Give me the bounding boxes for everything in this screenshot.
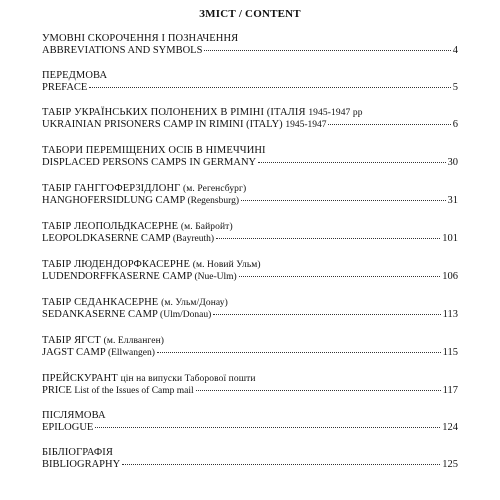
dot-leader <box>89 87 450 88</box>
toc-page-number: 115 <box>442 347 458 358</box>
toc-title-en: BIBLIOGRAPHY <box>42 459 121 470</box>
toc-subtitle-uk: (м. Регенсбург) <box>183 184 247 194</box>
toc-subtitle-en: (Bayreuth) <box>172 234 215 244</box>
toc-title-en: HANGHOFERSIDLUNG CAMP <box>42 195 185 206</box>
toc-entry-price-list <box>42 373 458 397</box>
toc-page-number: 113 <box>442 309 458 320</box>
toc-entry-ludendorffkaserne <box>42 259 458 283</box>
toc-title-uk: УМОВНІ СКОРОЧЕННЯ І ПОЗНАЧЕННЯ <box>42 33 239 44</box>
toc-entry-rimini <box>42 107 458 131</box>
toc-title-uk: ПІСЛЯМОВА <box>42 410 106 421</box>
toc-title-uk: ТАБІР ЛЕОПОЛЬДКАСЕРНЕ <box>42 221 179 232</box>
toc-subtitle-uk: 1945-1947 рр <box>308 108 363 118</box>
dot-leader <box>122 464 440 465</box>
toc-page-number: 124 <box>442 422 458 433</box>
dot-leader <box>239 276 441 277</box>
dot-leader <box>328 124 450 125</box>
dot-leader <box>157 352 441 353</box>
toc-title-uk: ТАБІР ЛЮДЕНДОРФКАСЕРНЕ <box>42 259 190 270</box>
page-title: ЗМІСТ / CONTENT <box>199 8 301 20</box>
toc-title-en: SEDANKASERNE CAMP <box>42 309 158 320</box>
toc-entry-leopoldkaserne <box>42 221 458 245</box>
table-of-contents <box>42 33 458 471</box>
toc-subtitle-en: (Ulm/Donau) <box>160 310 212 320</box>
toc-entry-abbreviations <box>42 33 458 57</box>
toc-entry-hanghofersidlung <box>42 183 458 207</box>
toc-page-number: 101 <box>442 233 458 244</box>
toc-title-en: LUDENDORFFKASERNE CAMP <box>42 271 192 282</box>
toc-title-uk: ТАБІР ЯГСТ <box>42 335 101 346</box>
dot-leader <box>241 200 445 201</box>
toc-page-number: 125 <box>442 459 458 470</box>
toc-title-uk: ТАБОРИ ПЕРЕМІЩЕНИХ ОСІБ В НІМЕЧЧИНІ <box>42 145 266 156</box>
dot-leader <box>204 50 450 51</box>
toc-title-en: DISPLACED PERSONS CAMPS IN GERMANY <box>42 157 257 168</box>
toc-subtitle-en: (Nue-Ulm) <box>194 272 237 282</box>
toc-page-number: 106 <box>442 271 458 282</box>
toc-title-uk: БІБЛІОГРАФІЯ <box>42 447 113 458</box>
toc-entry-jagst <box>42 335 458 359</box>
toc-entry-bibliography <box>42 447 458 471</box>
dot-leader <box>213 314 440 315</box>
toc-subtitle-uk: (м. Еллванген) <box>103 336 165 346</box>
toc-title-en: EPILOGUE <box>42 422 94 433</box>
toc-page-number: 30 <box>447 157 458 168</box>
toc-subtitle-en: 1945-1947 <box>285 120 327 130</box>
toc-subtitle-uk: (м. Ульм/Донау) <box>161 298 228 308</box>
toc-title-en: LEOPOLDKASERNE CAMP <box>42 233 171 244</box>
toc-subtitle-uk: (м. Байройт) <box>180 222 233 232</box>
toc-subtitle-en: List of the Issues of Camp mail <box>74 386 194 396</box>
toc-page-number: 5 <box>452 82 458 93</box>
toc-page-number: 117 <box>442 385 458 396</box>
toc-title-en: UKRAINIAN PRISONERS CAMP IN RIMINI (ITALY) <box>42 119 283 130</box>
toc-page-number: 6 <box>452 119 458 130</box>
dot-leader <box>216 238 440 239</box>
toc-page-number: 31 <box>447 195 458 206</box>
toc-title-uk: ТАБІР СЕДАНКАСЕРНЕ <box>42 297 159 308</box>
toc-title-uk: ТАБІР УКРАЇНСЬКИХ ПОЛОНЕНИХ В РІМІНІ (ІТАЛІЯ <box>42 107 306 118</box>
toc-subtitle-en: (Ellwangen) <box>107 348 155 358</box>
toc-entry-sedankaserne <box>42 297 458 321</box>
toc-title-en: ABBREVIATIONS AND SYMBOLS <box>42 45 203 56</box>
toc-entry-dp-camps <box>42 145 458 169</box>
toc-title-uk: ПРЕЙСКУРАНТ <box>42 373 118 384</box>
toc-entry-preface <box>42 70 458 94</box>
dot-leader <box>95 427 440 428</box>
toc-title-uk: ТАБІР ГАНГГОФЕРЗІДЛОНГ <box>42 183 181 194</box>
toc-subtitle-uk: цін на випуски Таборової пошти <box>120 374 256 384</box>
toc-title-en: PRICE <box>42 385 72 396</box>
toc-entry-epilogue <box>42 410 458 434</box>
dot-leader <box>196 390 441 391</box>
toc-title-uk: ПЕРЕДМОВА <box>42 70 108 81</box>
toc-page-number: 4 <box>452 45 458 56</box>
toc-title-en: JAGST CAMP <box>42 347 106 358</box>
dot-leader <box>258 162 445 163</box>
toc-subtitle-en: (Regensburg) <box>187 196 240 206</box>
toc-title-en: PREFACE <box>42 82 88 93</box>
toc-subtitle-uk: (м. Новий Ульм) <box>192 260 261 270</box>
